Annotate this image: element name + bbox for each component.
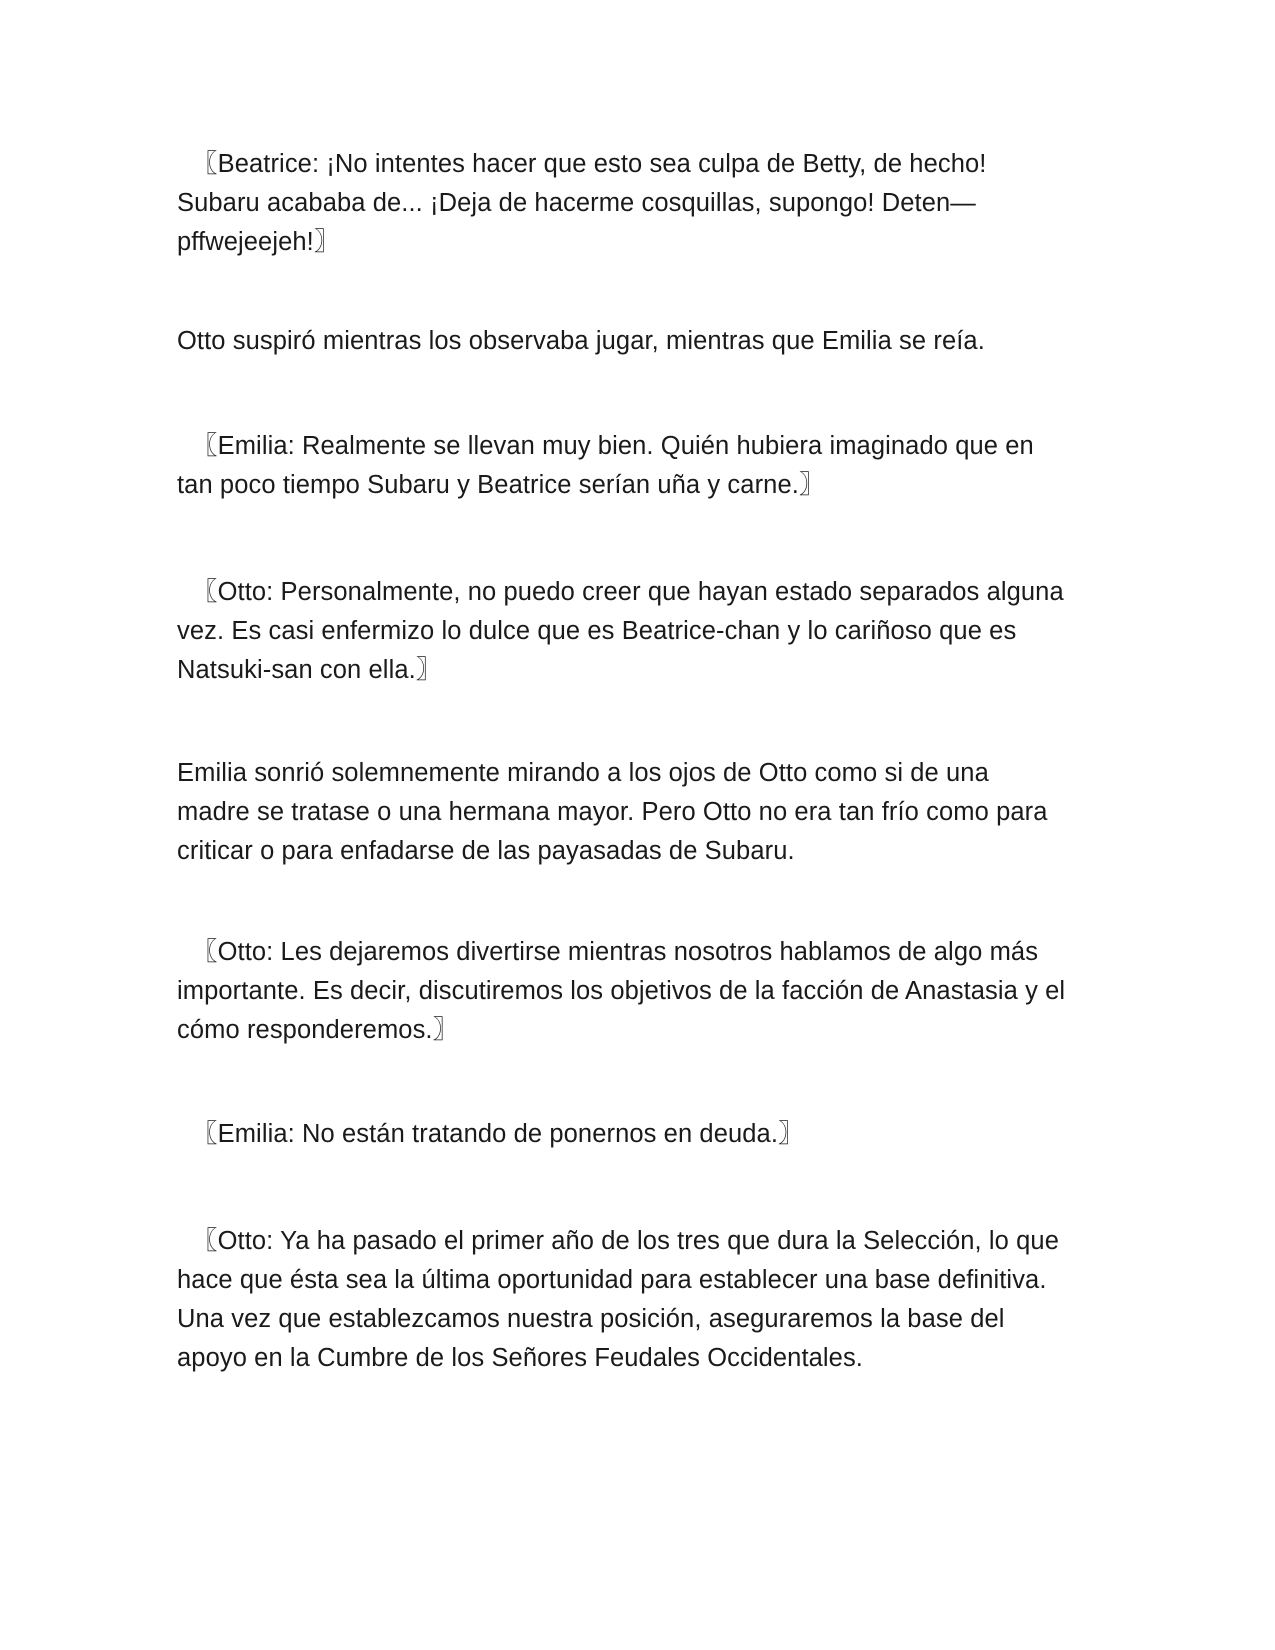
text-line: Una vez que establezcamos nuestra posición, aseguraremos la base del	[177, 1305, 1005, 1333]
text-line: 〖Emilia: No están tratando de ponernos en deuda.〗	[192, 1120, 804, 1148]
paragraph-emilia-dialogue-2	[177, 1115, 1107, 1154]
text-line: 〖Otto: Ya ha pasado el primer año de los tres que dura la Selección, lo que	[192, 1227, 1059, 1255]
text-line: tan poco tiempo Subaru y Beatrice serían uña y carne.〗	[177, 471, 825, 499]
text-line: 〖Emilia: Realmente se llevan muy bien. Quién hubiera imaginado que en	[192, 432, 1034, 460]
paragraph-otto-dialogue-2	[177, 933, 1107, 1050]
paragraph-emilia-dialogue	[177, 427, 1107, 505]
paragraph-beatrice-dialogue	[177, 145, 1107, 262]
text-line: criticar o para enfadarse de las payasadas de Subaru.	[177, 837, 795, 865]
text-line: 〖Otto: Les dejaremos divertirse mientras nosotros hablamos de algo más	[192, 938, 1039, 966]
paragraph-narration-otto-sigh	[177, 322, 1107, 361]
text-line: Otto suspiró mientras los observaba jugar, mientras que Emilia se reía.	[177, 327, 985, 355]
paragraph-otto-dialogue	[177, 573, 1107, 690]
text-line: apoyo en la Cumbre de los Señores Feudales Occidentales.	[177, 1344, 863, 1372]
paragraph-narration-emilia-smile	[177, 754, 1107, 871]
text-line: vez. Es casi enfermizo lo dulce que es Beatrice-chan y lo cariñoso que es	[177, 617, 1017, 645]
text-line: Natsuki-san con ella.〗	[177, 656, 442, 684]
paragraph-otto-dialogue-3	[177, 1222, 1107, 1378]
text-line: Emilia sonrió solemnemente mirando a los ojos de Otto como si de una	[177, 759, 989, 787]
text-line: madre se tratase o una hermana mayor. Pero Otto no era tan frío como para	[177, 798, 1048, 826]
text-line: 〖Otto: Personalmente, no puedo creer que hayan estado separados alguna	[192, 578, 1064, 606]
text-line: cómo responderemos.〗	[177, 1016, 459, 1044]
text-line: pffwejeejeh!〗	[177, 228, 340, 256]
text-line: importante. Es decir, discutiremos los objetivos de la facción de Anastasia y el	[177, 977, 1066, 1005]
text-line: Subaru acababa de... ¡Deja de hacerme cosquillas, supongo! Deten—	[177, 189, 976, 217]
text-line: hace que ésta sea la última oportunidad para establecer una base definitiva.	[177, 1266, 1047, 1294]
text-line: 〖Beatrice: ¡No intentes hacer que esto sea culpa de Betty, de hecho!	[192, 150, 987, 178]
